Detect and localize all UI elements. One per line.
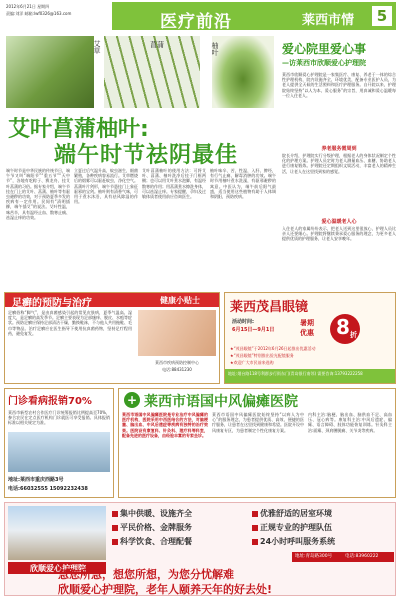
herb-title-line1: 艾叶菖蒲柚叶: bbox=[8, 117, 149, 142]
carehome-phone: 电话:83960222 bbox=[345, 554, 379, 559]
hospital-right-body: 内科主治:脑梗、脑出血、脑供血不足、高血压、冠心病等。康复科主治:中风后遗症、偏瘫、语言障碍、肢体功能恢复训练。针灸科主治:面瘫、颈肩腰腿痛、关节炎等疾病。 bbox=[308, 412, 392, 433]
header-editor: 责编:刘洋 邮箱:lwf0326@163.com bbox=[6, 11, 72, 16]
eyeglasses-address: 地址:烟台路118号利群步行街东门(青岛银行南邻) 需要咨询:13793222258 bbox=[228, 371, 363, 376]
herb-article-col1: 端午时节是中华民族的传统节日，端午节又叫“端阳节”“重五节”“天中节”，各地有吃粽子、赛龙舟、挂艾叶菖蒲的习俗。据专家介绍，端午节挂在门上的艾叶、菖蒲、柚叶等有驱虫避秽的功效，对于预防夏季多发的疾病有一定作用。民间有“清明插柳，端午插艾”的说法。艾叶性温，味苦辛，具有温经止血、散寒止痛、祛湿止痒的功效。 bbox=[6, 168, 70, 220]
hospital-left-body: 莱西市语国中风偏瘫医院是专业治疗中风偏瘫的医疗机构，医院采用中西医结合的方法，对脑梗塞、脑出血、中风后遗症等疾病有独特的治疗效果。医院设有康复科、针灸科、理疗科等科室，配备先进的医疗设备，由经验丰富的专家坐诊。 bbox=[122, 412, 208, 438]
carehome-feature-text: 集中供暖、设施齐全 bbox=[120, 509, 192, 518]
eyeglasses-item-1: ★“茂昌眼镜”于2012年6月26日起推出优惠活动 bbox=[230, 346, 316, 351]
foot-care-ad-phone: 电话:88431230 bbox=[162, 367, 192, 372]
bullet-square-icon bbox=[112, 539, 118, 545]
carehome-feature-6 bbox=[252, 536, 335, 547]
carehome-feature-4 bbox=[252, 522, 332, 533]
eyeglasses-promo-bottom: 优惠 bbox=[300, 329, 314, 337]
herb-label-pomelo-leaf: 柚叶 bbox=[211, 42, 219, 56]
carehome-feature-text: 正规专业的护理队伍 bbox=[260, 523, 332, 532]
carehome-feature-2 bbox=[252, 508, 332, 519]
foot-care-body: 足癣俗称“脚气”，是由真菌感染引起的常见皮肤病，夏季气温高、湿度大，是足癣的高发季节。足癣主要表现为足部瘙痒、脱皮、水疱等症状。预防足癣应保持足部清洁干燥，勤换鞋袜，不与他人共用拖鞋、毛巾等物品。治疗足癣应在医生指导下使用抗真菌药物，坚持足疗程用药，避免复发。 bbox=[8, 310, 132, 336]
feature-subheading-2: 爱心温暖老人心 bbox=[321, 219, 357, 225]
foot-care-ad-label: 莱西市疾病预防控制中心 bbox=[155, 360, 199, 365]
carehome-feature-1 bbox=[112, 508, 192, 519]
feature-title: 爱心院里爱心事 bbox=[282, 42, 367, 56]
carehome-address: 地址:青岛路300号 bbox=[295, 554, 333, 559]
page-number: 5 bbox=[372, 6, 392, 26]
eyeglasses-activity-dates: 6月15日—9月1日 bbox=[232, 327, 275, 333]
eyeglasses-discount-unit: 折 bbox=[350, 331, 357, 339]
foot-care-photo bbox=[138, 310, 216, 356]
page-header bbox=[0, 0, 400, 34]
foot-care-title: 足癣的预防与治疗 bbox=[12, 298, 92, 309]
eyeglasses-promo-top: 暑期 bbox=[300, 319, 314, 327]
bullet-square-icon bbox=[252, 511, 258, 517]
bullet-square-icon bbox=[112, 511, 118, 517]
herb-article-col2: 立夏过后气温升高，蚊虫滋生，细菌繁殖，各种疾病容易流行。艾草燃烧后的烟雾可以驱赶蚊虫，净化空气。菖蒲叶片剑形，端午节悬挂门上象征驱邪的宝剑。柚叶则有清香气味，可用于煮水沐浴，具有祛风除湿的作用。 bbox=[74, 168, 138, 205]
bullet-square-icon bbox=[112, 525, 118, 531]
foot-care-tag: 健康小贴士 bbox=[160, 296, 200, 305]
carehome-feature-3 bbox=[112, 522, 192, 533]
feature-subheading-1: 养老服务需周到 bbox=[321, 146, 357, 152]
carehome-slogan-left: 急您所急，想您所想，为您分忧解难 bbox=[58, 568, 234, 581]
feature-body-1: 莱西市欣顺爱心护理院是一家集医疗、康复、养老于一体的综合性护理机构，院内设施齐全、环境优美，配备专业医护人员，为老人提供全天候的生活照料和医疗护理服务。自开院以来，护理院始终坚持“以人为本、爱心服务”的宗旨，用真诚和爱心温暖每一位入住老人。 bbox=[282, 72, 396, 98]
carehome-feature-text: 24小时呼叫服务系统 bbox=[260, 537, 336, 546]
hospital-logo-icon: + bbox=[124, 392, 140, 408]
herb-article-col4: 柚叶味辛、苦，性温，入肝、脾经，有行气止痛、解毒消肿的功效。端午时节用柚叶煮水洗澡，有驱邪避秽的寓意。中医认为，端午前后阳气最盛，适当使用这些植物有助于人体调和阴阳，预防疾病。 bbox=[210, 168, 276, 200]
insurance-photo bbox=[8, 432, 110, 472]
carehome-feature-text: 优雅舒适的居室环境 bbox=[260, 509, 332, 518]
eyeglasses-discount-number: 8 bbox=[336, 315, 350, 339]
herb-title-line2: 端午时节祛阴最佳 bbox=[54, 143, 239, 168]
herb-photo-mugwort bbox=[6, 36, 94, 108]
herb-label-mugwort: 艾草 bbox=[93, 40, 101, 54]
carehome-feature-text: 科学饮食、合理配餐 bbox=[120, 537, 192, 546]
eyeglasses-activity-label: 活动时间: bbox=[232, 319, 254, 325]
herb-label-calamus: 菖蒲 bbox=[150, 41, 164, 49]
carehome-feature-text: 平民价格、金牌服务 bbox=[120, 523, 192, 532]
herb-photo-pomelo-leaf bbox=[212, 36, 274, 108]
bullet-square-icon bbox=[252, 539, 258, 545]
carehome-title: 欣顺爱心护理院 bbox=[30, 564, 86, 573]
insurance-body: 莱西市新型农村合作医疗门诊统筹报销比例提高至70%，参合农民在定点医疗机构门诊就医可享受报销。具体报销标准以相关规定为准。 bbox=[8, 410, 110, 426]
herb-article-col3: 艾叶菖蒲柚叶的使用方法：可将艾叶、菖蒲、柚叶洗净后挂于门框两侧；也可以用艾叶煮水泡脚，有温经散寒的作用；用菖蒲煮水擦洗身体，可以祛湿止痒。专家提醒，孕妇及过敏体质者使用前应咨询医生。 bbox=[142, 168, 206, 200]
carehome-slogan-right: 欣顺爱心护理院，老年人颐养天年的好去处! bbox=[58, 583, 273, 596]
feature-body-2: 院长介绍，护理院实行分级护理，根据老人的身体状况制定个性化的护理方案。护理人员定时为老人测量血压、血糖，协助老人进行康复锻炼。护理院还定期组织文娱活动，丰富老人的精神生活，让老人在这里找到家的感觉。 bbox=[282, 153, 396, 174]
eyeglasses-title: 莱西茂昌眼镜 bbox=[230, 300, 309, 315]
eyeglasses-item-3: ★欢迎广大市民前来选购 bbox=[230, 360, 274, 365]
feature-subtitle: —访莱西市欣顺爱心护理院 bbox=[282, 59, 366, 67]
bullet-square-icon bbox=[252, 525, 258, 531]
feature-body-3: 入住老人的家属纷纷表示，把老人送到这里很放心，护理人员比亲人还要细心。护理院将继续秉承爱心服务的理念，为更多老人提供优质的护理服务，让老人安享晚年。 bbox=[282, 226, 396, 242]
header-date: 2012年6月21日 星期四 bbox=[6, 4, 50, 9]
carehome-feature-5 bbox=[112, 536, 192, 547]
eyeglasses-item-2: ★“茂昌眼镜”特别推出验光配镜服务 bbox=[230, 353, 294, 358]
carehome-building-photo bbox=[8, 506, 106, 560]
hospital-mid-body: 莱西市语国中风偏瘫医院始终坚持“以病人为中心”的服务理念，为患者提供优质、高效、便捷的医疗服务，让患者在这里找到健康和希望。医院开设中风康复专区，为患者制定个性化康复方案。 bbox=[212, 412, 304, 433]
section-title: 医疗前沿 bbox=[160, 12, 232, 32]
hospital-title: 莱西市语国中风偏瘫医院 bbox=[144, 394, 298, 410]
insurance-title: 门诊看病报销70% bbox=[8, 396, 92, 407]
insurance-address: 地址:莱西市重庆西路3号 bbox=[8, 477, 64, 483]
paper-name: 莱西市情 bbox=[302, 13, 355, 28]
insurance-phone: 电话:66032555 15092232438 bbox=[8, 486, 88, 492]
